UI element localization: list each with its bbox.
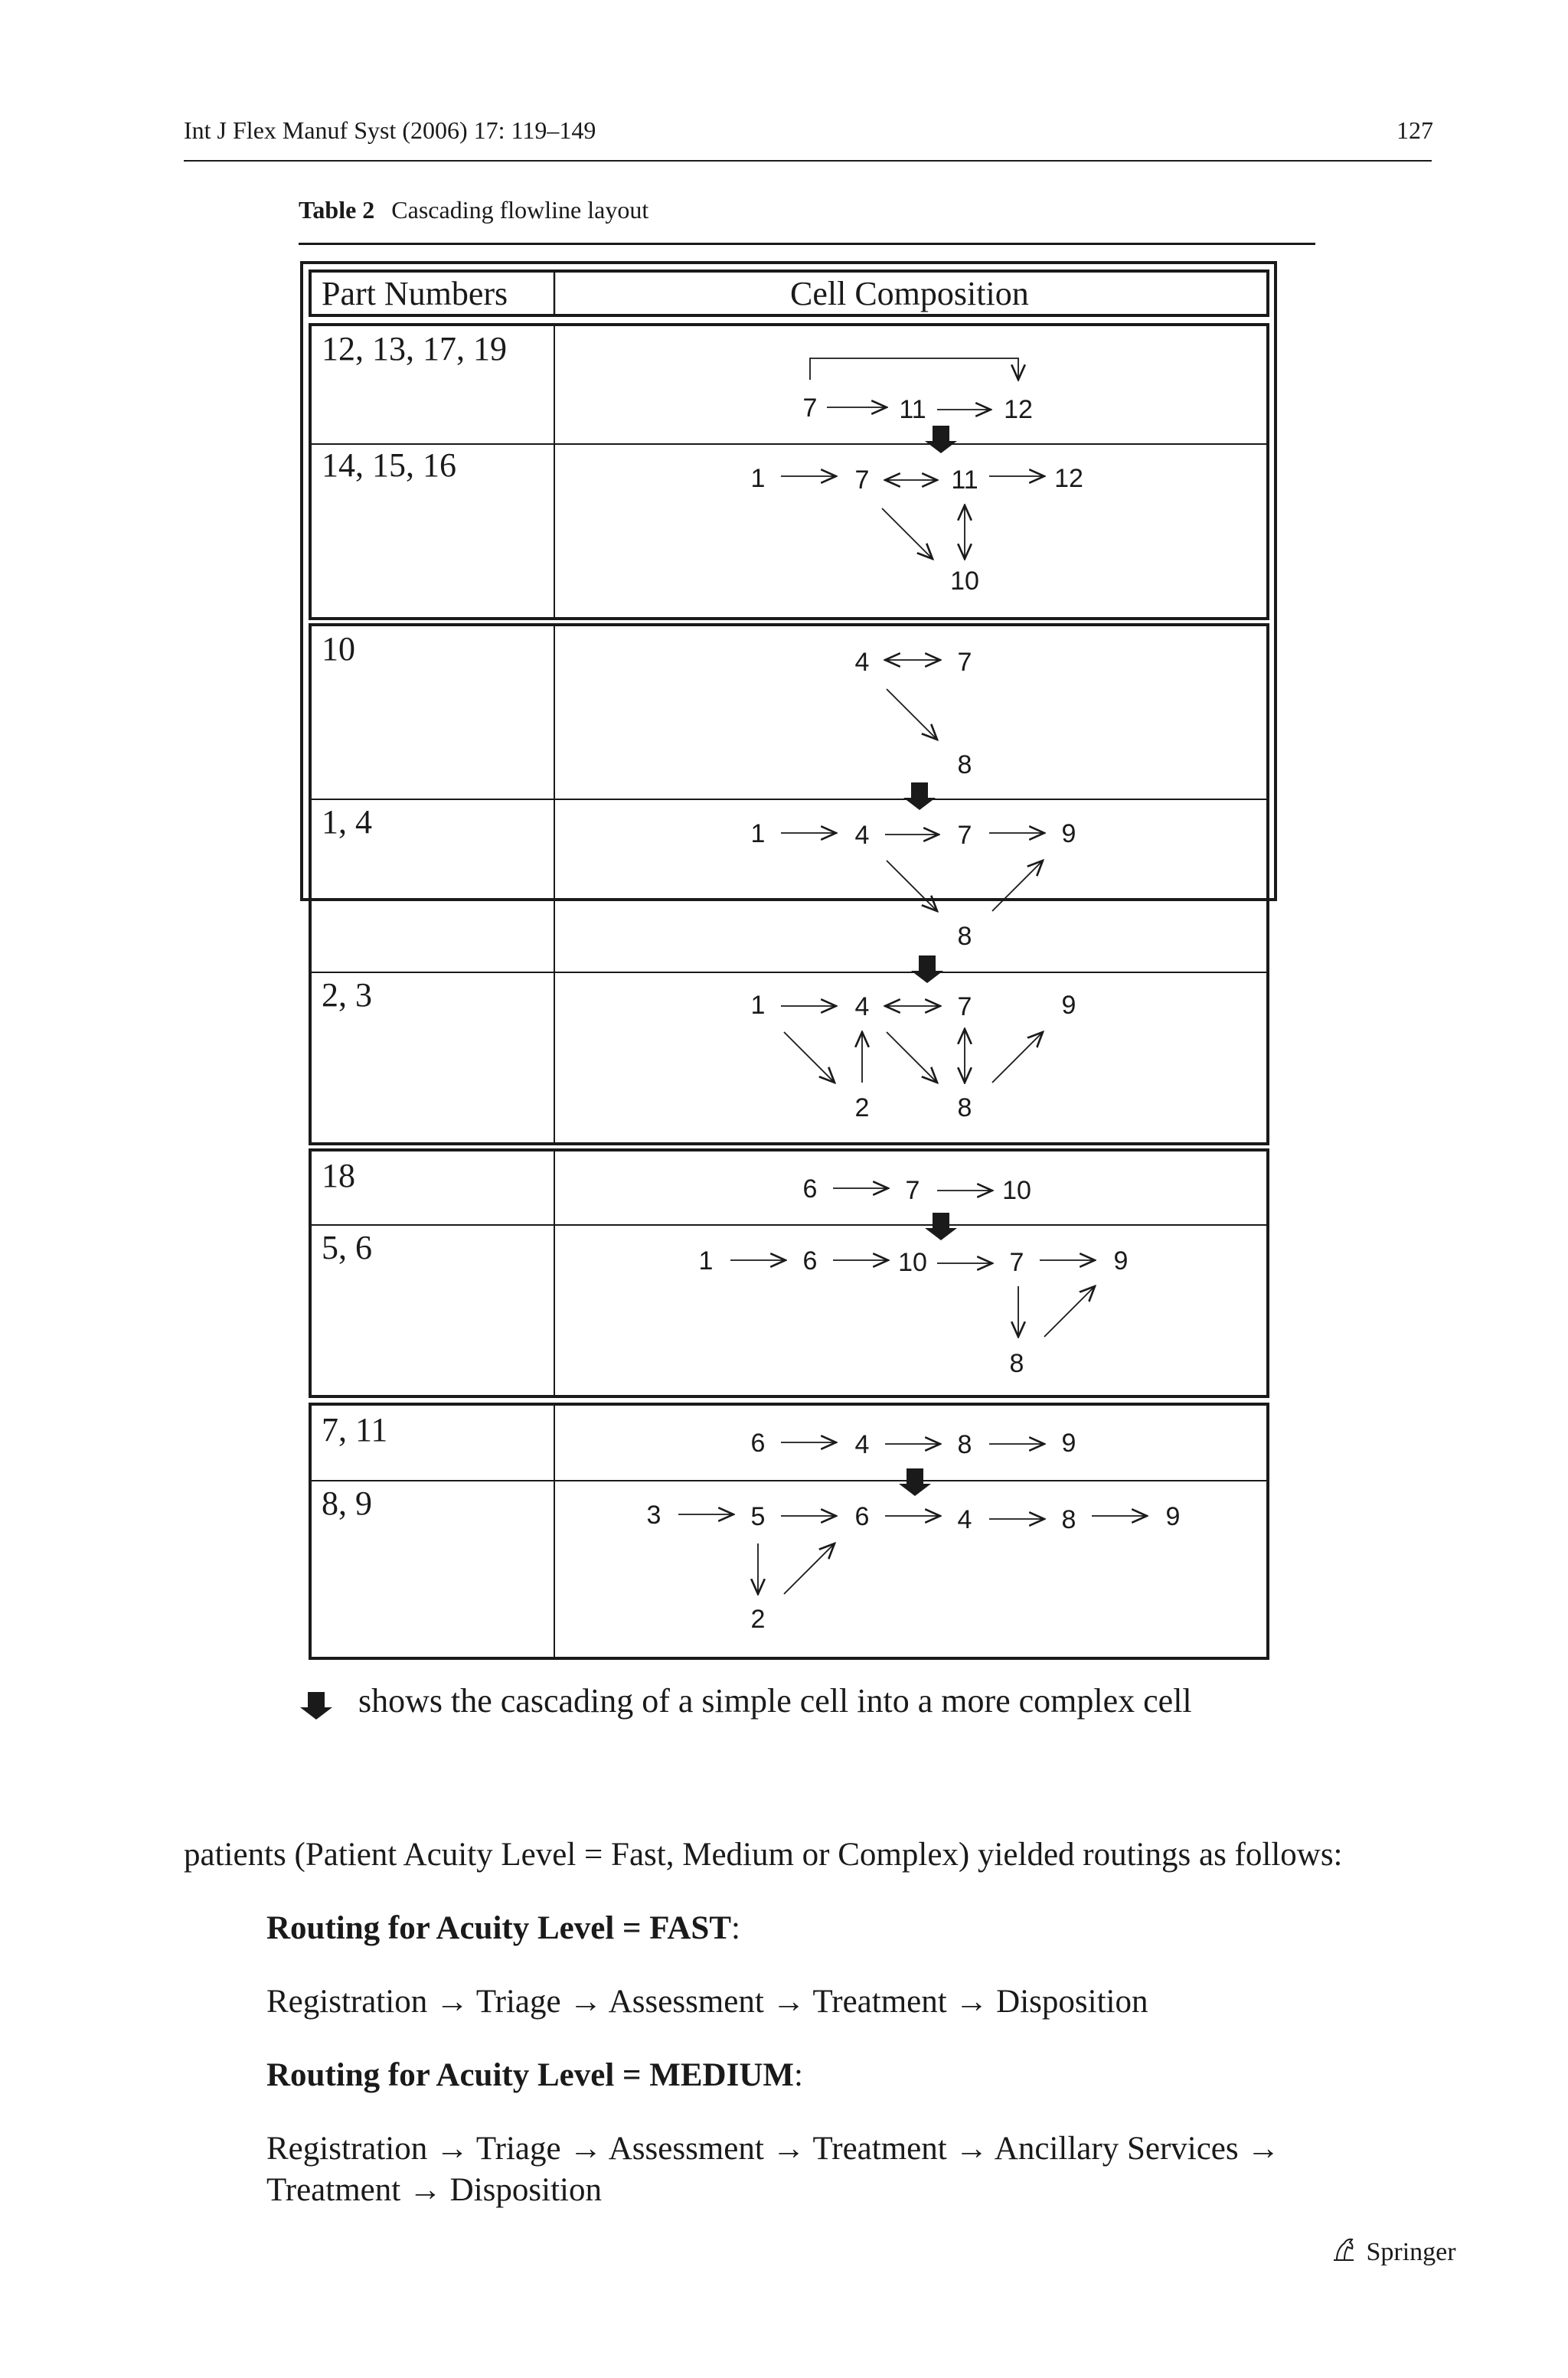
colon: :: [793, 2057, 803, 2093]
springer-horse-icon: [1329, 2234, 1360, 2265]
node-label: 8: [1009, 1349, 1024, 1378]
node-label: 11: [899, 395, 926, 424]
node-label: 10: [898, 1248, 927, 1277]
col-header-cell-composition: Cell Composition: [790, 275, 1029, 312]
node-label: 1: [750, 464, 766, 493]
node-label: 8: [1061, 1505, 1076, 1534]
page-number: 127: [1396, 116, 1433, 144]
node-label: 7: [1009, 1248, 1024, 1277]
node-label: 1: [750, 991, 766, 1020]
node-label: 4: [854, 648, 870, 677]
row-label: 2, 3: [322, 976, 372, 1014]
running-header-journal: Int J Flex Manuf Syst (2006) 17: 119–149: [184, 116, 596, 144]
node-label: 7: [957, 648, 972, 677]
row-label: 14, 15, 16: [322, 446, 456, 484]
node-label: 8: [957, 750, 972, 779]
node-label: 9: [1113, 1246, 1129, 1276]
row-label: 7, 11: [322, 1411, 388, 1449]
colon: :: [731, 1910, 740, 1946]
cascade-arrow-icon: [899, 1468, 931, 1496]
node-label: 9: [1061, 819, 1076, 848]
node-label: 5: [750, 1502, 766, 1531]
node-label: 8: [957, 922, 972, 951]
row-label: 10: [322, 630, 355, 668]
cascade-arrow-icon: [911, 955, 943, 983]
node-label: 9: [1165, 1502, 1181, 1531]
cascade-arrow-icon: [903, 782, 936, 810]
node-label: 8: [957, 1430, 972, 1459]
cascade-arrow-icon: [300, 1692, 332, 1720]
routing-fast-title: Routing for Acuity Level = FAST: [266, 1910, 731, 1946]
node-label: 4: [854, 992, 870, 1021]
diagram-node-labels: [647, 394, 1181, 1634]
node-label: 7: [905, 1176, 920, 1205]
body-paragraph: patients (Patient Acuity Level = Fast, Medium or Complex) yielded routings as follows:: [184, 1837, 1343, 1873]
routing-fast-sequence: Registration → Triage → Assessment → Treatment → Disposition: [266, 1984, 1148, 2020]
cascade-arrow-icon: [925, 1213, 957, 1240]
node-label: 7: [957, 821, 972, 850]
node-label: 12: [1004, 395, 1033, 424]
routing-medium-title: Routing for Acuity Level = MEDIUM: [266, 2057, 794, 2093]
node-label: 10: [950, 567, 979, 596]
node-label: 4: [957, 1505, 972, 1534]
node-label: 4: [854, 821, 870, 850]
group-box-2: [310, 625, 1268, 1144]
node-label: 7: [957, 992, 972, 1021]
row-label: 5, 6: [322, 1229, 372, 1266]
publisher-name: Springer: [1366, 2238, 1456, 2266]
node-label: 9: [1061, 1429, 1076, 1458]
node-label: 2: [854, 1093, 870, 1122]
node-label: 12: [1054, 464, 1083, 493]
legend-text: shows the cascading of a simple cell into a more complex cell: [358, 1682, 1192, 1720]
node-label: 6: [802, 1174, 818, 1204]
publisher-footer: [1329, 2234, 1456, 2267]
row-label: 18: [322, 1157, 355, 1194]
routing-medium-heading: [266, 2056, 803, 2094]
node-label: 7: [802, 394, 818, 423]
diagram-arrows: [678, 358, 1147, 1594]
routing-medium-sequence-line1: Registration → Triage → Assessment → Treatment → Ancillary Services →: [266, 2131, 1280, 2167]
row-label: 12, 13, 17, 19: [322, 330, 507, 367]
node-label: 9: [1061, 991, 1076, 1020]
routing-fast-heading: [266, 1909, 740, 1947]
node-label: 1: [698, 1246, 714, 1276]
node-label: 7: [854, 465, 870, 495]
node-label: 1: [750, 819, 766, 848]
table-caption-label: Table 2: [299, 196, 375, 224]
node-label: 6: [854, 1502, 870, 1531]
node-label: 4: [854, 1430, 870, 1459]
row-label: 8, 9: [322, 1485, 372, 1522]
node-label: 3: [646, 1501, 662, 1530]
node-label: 8: [957, 1093, 972, 1122]
node-label: 10: [1002, 1176, 1031, 1205]
cascade-arrow-icon: [925, 426, 957, 453]
table-caption-text: Cascading flowline layout: [391, 196, 649, 224]
node-label: 6: [750, 1429, 766, 1458]
node-label: 2: [750, 1605, 766, 1634]
node-label: 6: [802, 1246, 818, 1276]
node-label: 11: [951, 465, 978, 495]
col-header-part-numbers: Part Numbers: [322, 275, 508, 312]
routing-medium-sequence-line2: Treatment → Disposition: [266, 2172, 602, 2208]
row-label: 1, 4: [322, 803, 372, 841]
